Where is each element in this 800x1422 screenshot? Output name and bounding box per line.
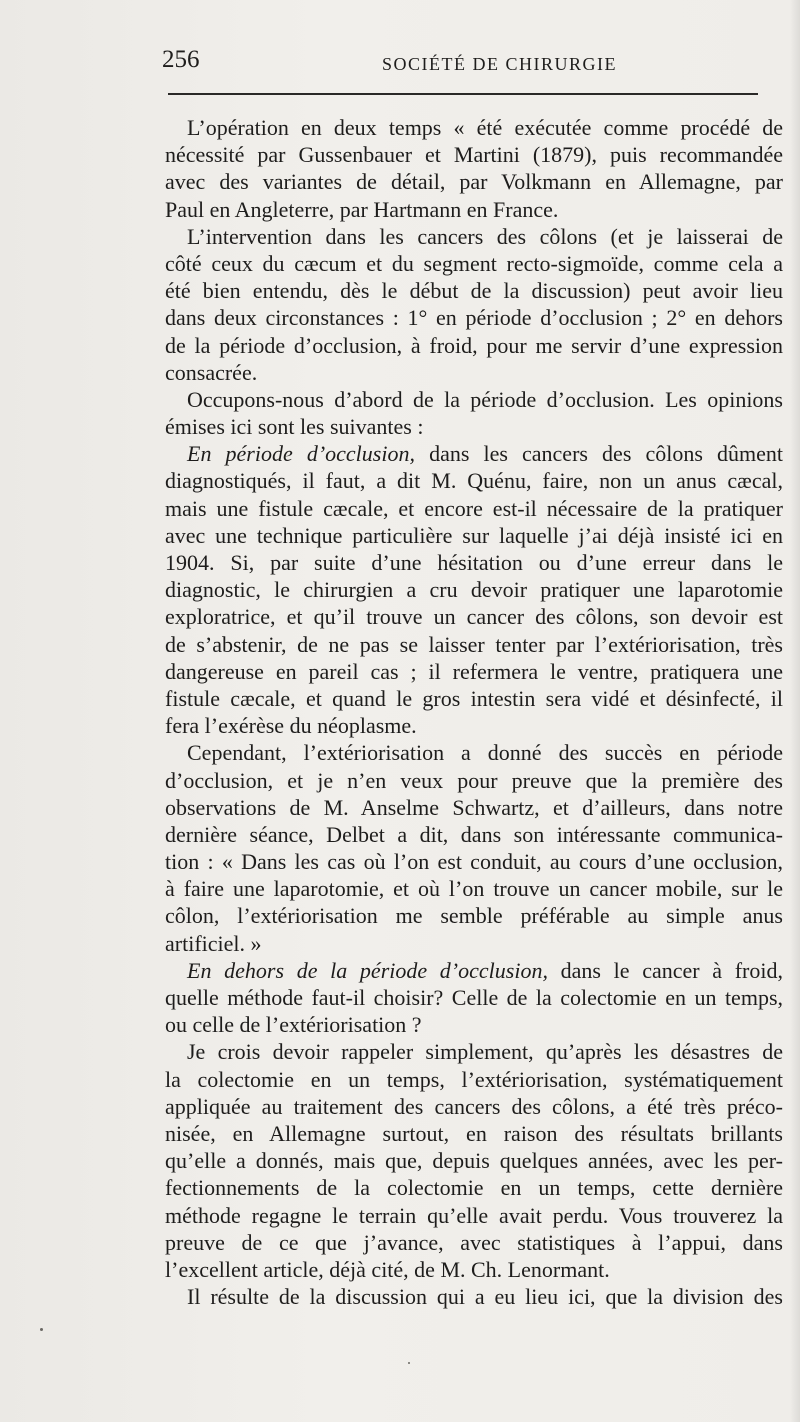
text-line	[165, 848, 783, 875]
text-line	[165, 902, 783, 929]
text-line	[165, 1038, 783, 1065]
text-line	[165, 739, 783, 766]
text-line	[165, 767, 783, 794]
line-text: observations de M. Anselme Schwartz, et d’ailleurs, dans notre	[165, 794, 783, 820]
line-text: été bien entendu, dès le début de la discussion) peut avoir lieu	[165, 278, 783, 304]
text-line	[165, 658, 783, 685]
line-text: tion : « Dans les cas où l’on est conduit, au cours d’une occlusion,	[165, 849, 783, 875]
text-line	[165, 685, 783, 712]
text-line	[165, 631, 783, 658]
line-text: dernière séance, Delbet a dit, dans son intéressante communica-	[165, 821, 783, 847]
text-line	[165, 930, 783, 957]
text-line	[165, 522, 783, 549]
text-line	[165, 223, 783, 250]
text-line	[165, 957, 783, 984]
header-rule	[168, 93, 758, 95]
text-line	[165, 495, 783, 522]
line-text: la colectomie en un temps, l’extériorisation, systématiquement	[165, 1066, 783, 1092]
line-text: Cependant, l’extériorisation a donné des succès en période	[187, 740, 783, 766]
text-line	[165, 1229, 783, 1256]
text-line	[165, 332, 783, 359]
line-text: quelle méthode faut-il choisir? Celle de la colectomie en un temps,	[165, 985, 783, 1010]
line-text: avec des variantes de détail, par Volkmann en Allemagne, par	[165, 169, 783, 195]
text-line	[165, 1066, 783, 1093]
page-number: 256	[162, 46, 200, 73]
line-text: ou celle de l’extériorisation ?	[165, 1012, 422, 1038]
line-text: artificiel. »	[165, 930, 262, 956]
text-line	[165, 413, 783, 440]
line-text: l’excellent article, déjà cité, de M. Ch. Lenormant.	[165, 1256, 610, 1282]
italic-heading: En dehors de la période d’occlusion,	[187, 957, 548, 983]
text-line	[165, 875, 783, 902]
line-text: dans les cancers des côlons dûment	[429, 441, 783, 467]
text-line	[165, 712, 783, 739]
text-line	[165, 984, 783, 1011]
text-line	[165, 277, 783, 304]
text-line	[165, 794, 783, 821]
line-text: diagnostiqués, il faut, a dit M. Quénu, faire, non un anus cæcal,	[165, 468, 783, 494]
running-title: SOCIÉTÉ DE CHIRURGIE	[382, 54, 617, 74]
text-line	[165, 576, 783, 603]
line-text: L’opération en deux temps « été exécutée comme procédé de	[187, 115, 783, 140]
line-text: côlon, l’extériorisation me semble préférable au simple anus	[165, 903, 783, 929]
text-line	[165, 821, 783, 848]
line-text: L’intervention dans les cancers des côlons (et je laisserai de	[187, 223, 783, 249]
line-text: nécessité par Gussenbauer et Martini (1879), puis recommandée	[165, 142, 783, 168]
line-text: Paul en Angleterre, par Hartmann en France.	[165, 196, 559, 222]
text-line	[165, 141, 783, 168]
text-line	[165, 603, 783, 630]
text-line	[165, 114, 783, 141]
text-line	[165, 1174, 783, 1201]
text-line	[165, 1147, 783, 1174]
italic-heading: En période d’occlusion,	[187, 441, 415, 467]
text-line	[165, 196, 783, 223]
text-line	[165, 440, 783, 467]
text-line	[165, 1202, 783, 1229]
line-text: Il résulte de la discussion qui a eu lieu ici, que la division des	[187, 1284, 783, 1310]
line-text: fectionnements de la colectomie en un temps, cette dernière	[165, 1175, 783, 1201]
line-text: de s’abstenir, de ne pas se laisser tenter par l’extériorisation, très	[165, 631, 783, 657]
line-text: dans deux circonstances : 1° en période d’occlusion ; 2° en dehors	[165, 305, 783, 331]
line-text: dangereuse en pareil cas ; il refermera le ventre, pratiquera une	[165, 658, 783, 684]
text-line	[165, 250, 783, 277]
line-text: Occupons-nous d’abord de la période d’occlusion. Les opinions	[187, 386, 783, 412]
line-text: fera l’exérèse du néoplasme.	[165, 713, 417, 739]
line-text: 1904. Si, par suite d’une hésitation ou d’une erreur dans le	[165, 550, 783, 575]
line-text: exploratrice, et qu’il trouve un cancer des côlons, son devoir est	[165, 604, 783, 630]
line-text: à faire une laparotomie, et où l’on trouve un cancer mobile, sur le	[165, 876, 783, 902]
text-line	[165, 168, 783, 195]
line-text: émises ici sont les suivantes :	[165, 414, 424, 440]
text-line	[165, 1120, 783, 1147]
line-text: diagnostic, le chirurgien a cru devoir pratiquer une laparotomie	[165, 577, 783, 603]
line-text: Je crois devoir rappeler simplement, qu’après les désastres de	[187, 1039, 783, 1065]
paper-speck	[408, 1362, 410, 1364]
line-text: consacrée.	[165, 359, 258, 385]
text-line	[165, 1093, 783, 1120]
text-line	[165, 549, 783, 576]
text-line	[165, 467, 783, 494]
line-text: nisée, en Allemagne surtout, en raison des résultats brillants	[165, 1120, 783, 1146]
page-header	[162, 46, 782, 86]
line-text: côté ceux du cæcum et du segment recto-sigmoïde, comme cela a	[165, 250, 783, 276]
line-text: preuve de ce que j’avance, avec statistiques à l’appui, dans	[165, 1229, 783, 1255]
text-line	[165, 1256, 783, 1283]
line-text: avec une technique particulière sur laquelle j’ai déjà insisté ici en	[165, 522, 783, 548]
text-line	[165, 386, 783, 413]
text-line	[165, 304, 783, 331]
line-text: méthode regagne le terrain qu’elle avait perdu. Vous trouverez la	[165, 1202, 783, 1228]
text-line	[165, 1283, 783, 1310]
text-line	[165, 359, 783, 386]
line-text: d’occlusion, et je n’en veux pour preuve que la première des	[165, 767, 783, 793]
paper-speck	[40, 1328, 43, 1331]
line-text: de la période d’occlusion, à froid, pour me servir d’une expression	[165, 332, 783, 358]
line-text: qu’elle a donnés, mais que, depuis quelques années, avec les per-	[165, 1148, 783, 1174]
text-line	[165, 1011, 783, 1038]
line-text: appliquée au traitement des cancers des côlons, a été très préco-	[165, 1093, 783, 1119]
body-text	[165, 114, 783, 1310]
page-edge-shadow	[790, 0, 800, 1422]
line-text: dans le cancer à froid,	[560, 957, 783, 983]
line-text: fistule cæcale, et quand le gros intestin sera vidé et désinfecté, il	[165, 685, 783, 711]
line-text: mais une fistule cæcale, et encore est-il nécessaire de la pratiquer	[165, 495, 783, 521]
